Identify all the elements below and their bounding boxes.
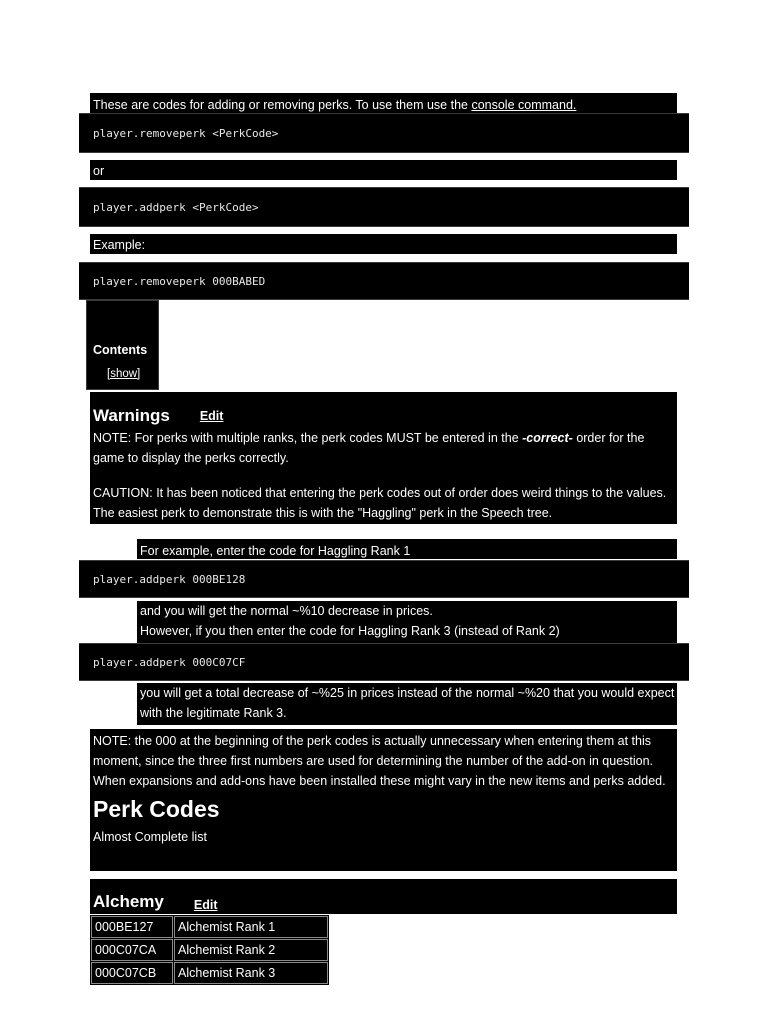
alchemy-header: [90, 879, 677, 914]
or-line: [90, 160, 677, 180]
toc-title: Contents: [93, 343, 148, 357]
code-text: player.removeperk <PerkCode>: [93, 126, 279, 140]
table-row: [91, 916, 328, 938]
table-row: [91, 939, 328, 961]
perk-codes-section: [90, 729, 677, 871]
warnings-edit-link[interactable]: Edit: [199, 409, 224, 423]
code-block-example: [79, 262, 689, 300]
warnings-caution: CAUTION: It has been noticed that entering the perk codes out of order does weird things to the values. The easiest perk to demonstrate this is with the "Haggling" perk in the Speech tree.: [93, 486, 667, 520]
haggling-example-line: [137, 539, 677, 559]
haggling-however-text: However, if you then enter the code for Haggling Rank 3 (instead of Rank 2): [140, 624, 560, 638]
code-block-haggling-rank1: [79, 560, 689, 598]
warnings-section: [90, 392, 677, 524]
code-text: player.addperk 000C07CF: [93, 655, 246, 669]
console-command-link[interactable]: console command.: [471, 98, 577, 112]
example-text: Example:: [93, 238, 146, 252]
note2-text: NOTE: the 000 at the beginning of the perk codes is actually unnecessary when entering them at this moment, since the three first numbers are used for determining the number of the add-on in question. When expansions and add-ons have been installed these might vary in the new items and perks added.: [93, 734, 666, 788]
haggling-result-block: [137, 601, 677, 643]
table-row: [91, 962, 328, 984]
haggling-result-text: and you will get the normal ~%10 decrease in prices.: [140, 604, 433, 618]
toc-show-toggle[interactable]: [show]: [107, 368, 141, 380]
code-block-addperk: [79, 187, 689, 227]
table-of-contents: [86, 300, 159, 390]
perk-name-cell: Alchemist Rank 1: [174, 916, 328, 938]
alchemy-heading: Alchemy: [93, 892, 164, 911]
perk-code-cell: 000C07CB: [91, 962, 173, 984]
perk-name-cell: Alchemist Rank 3: [174, 962, 328, 984]
warnings-header: [93, 392, 674, 428]
code-text: player.addperk <PerkCode>: [93, 200, 259, 214]
perk-code-cell: 000BE127: [91, 916, 173, 938]
code-block-haggling-rank3: [79, 643, 689, 681]
warnings-heading: Warnings: [93, 406, 170, 425]
note-emphasis: -correct-: [522, 431, 573, 445]
perk-codes-heading: Perk Codes: [93, 796, 220, 822]
code-text: player.addperk 000BE128: [93, 572, 246, 586]
perk-name-cell: Alchemist Rank 2: [174, 939, 328, 961]
intro-text: These are codes for adding or removing perks. To use them use the: [93, 98, 472, 112]
code-text: player.removeperk 000BABED: [93, 274, 266, 288]
haggling-result2-block: [137, 683, 677, 725]
code-block-removeperk: [79, 113, 689, 153]
perk-codes-subtitle: Almost Complete list: [93, 830, 207, 844]
perk-code-cell: 000C07CA: [91, 939, 173, 961]
warnings-note: [93, 428, 674, 468]
note-text-end: order for the game to display the perks correctly.: [93, 431, 645, 465]
or-text: or: [93, 164, 105, 178]
example-line: [90, 234, 677, 254]
haggling-result2-text: you will get a total decrease of ~%25 in prices instead of the normal ~%20 that you would expect with the legitimate Rank 3.: [140, 686, 675, 720]
alchemy-edit-link[interactable]: Edit: [193, 898, 218, 912]
haggling-example-text: For example, enter the code for Haggling Rank 1: [140, 544, 411, 558]
intro-line: [90, 93, 677, 113]
note-text: NOTE: For perks with multiple ranks, the perk codes MUST be entered in the: [93, 431, 523, 445]
alchemy-perk-table: [90, 915, 329, 985]
